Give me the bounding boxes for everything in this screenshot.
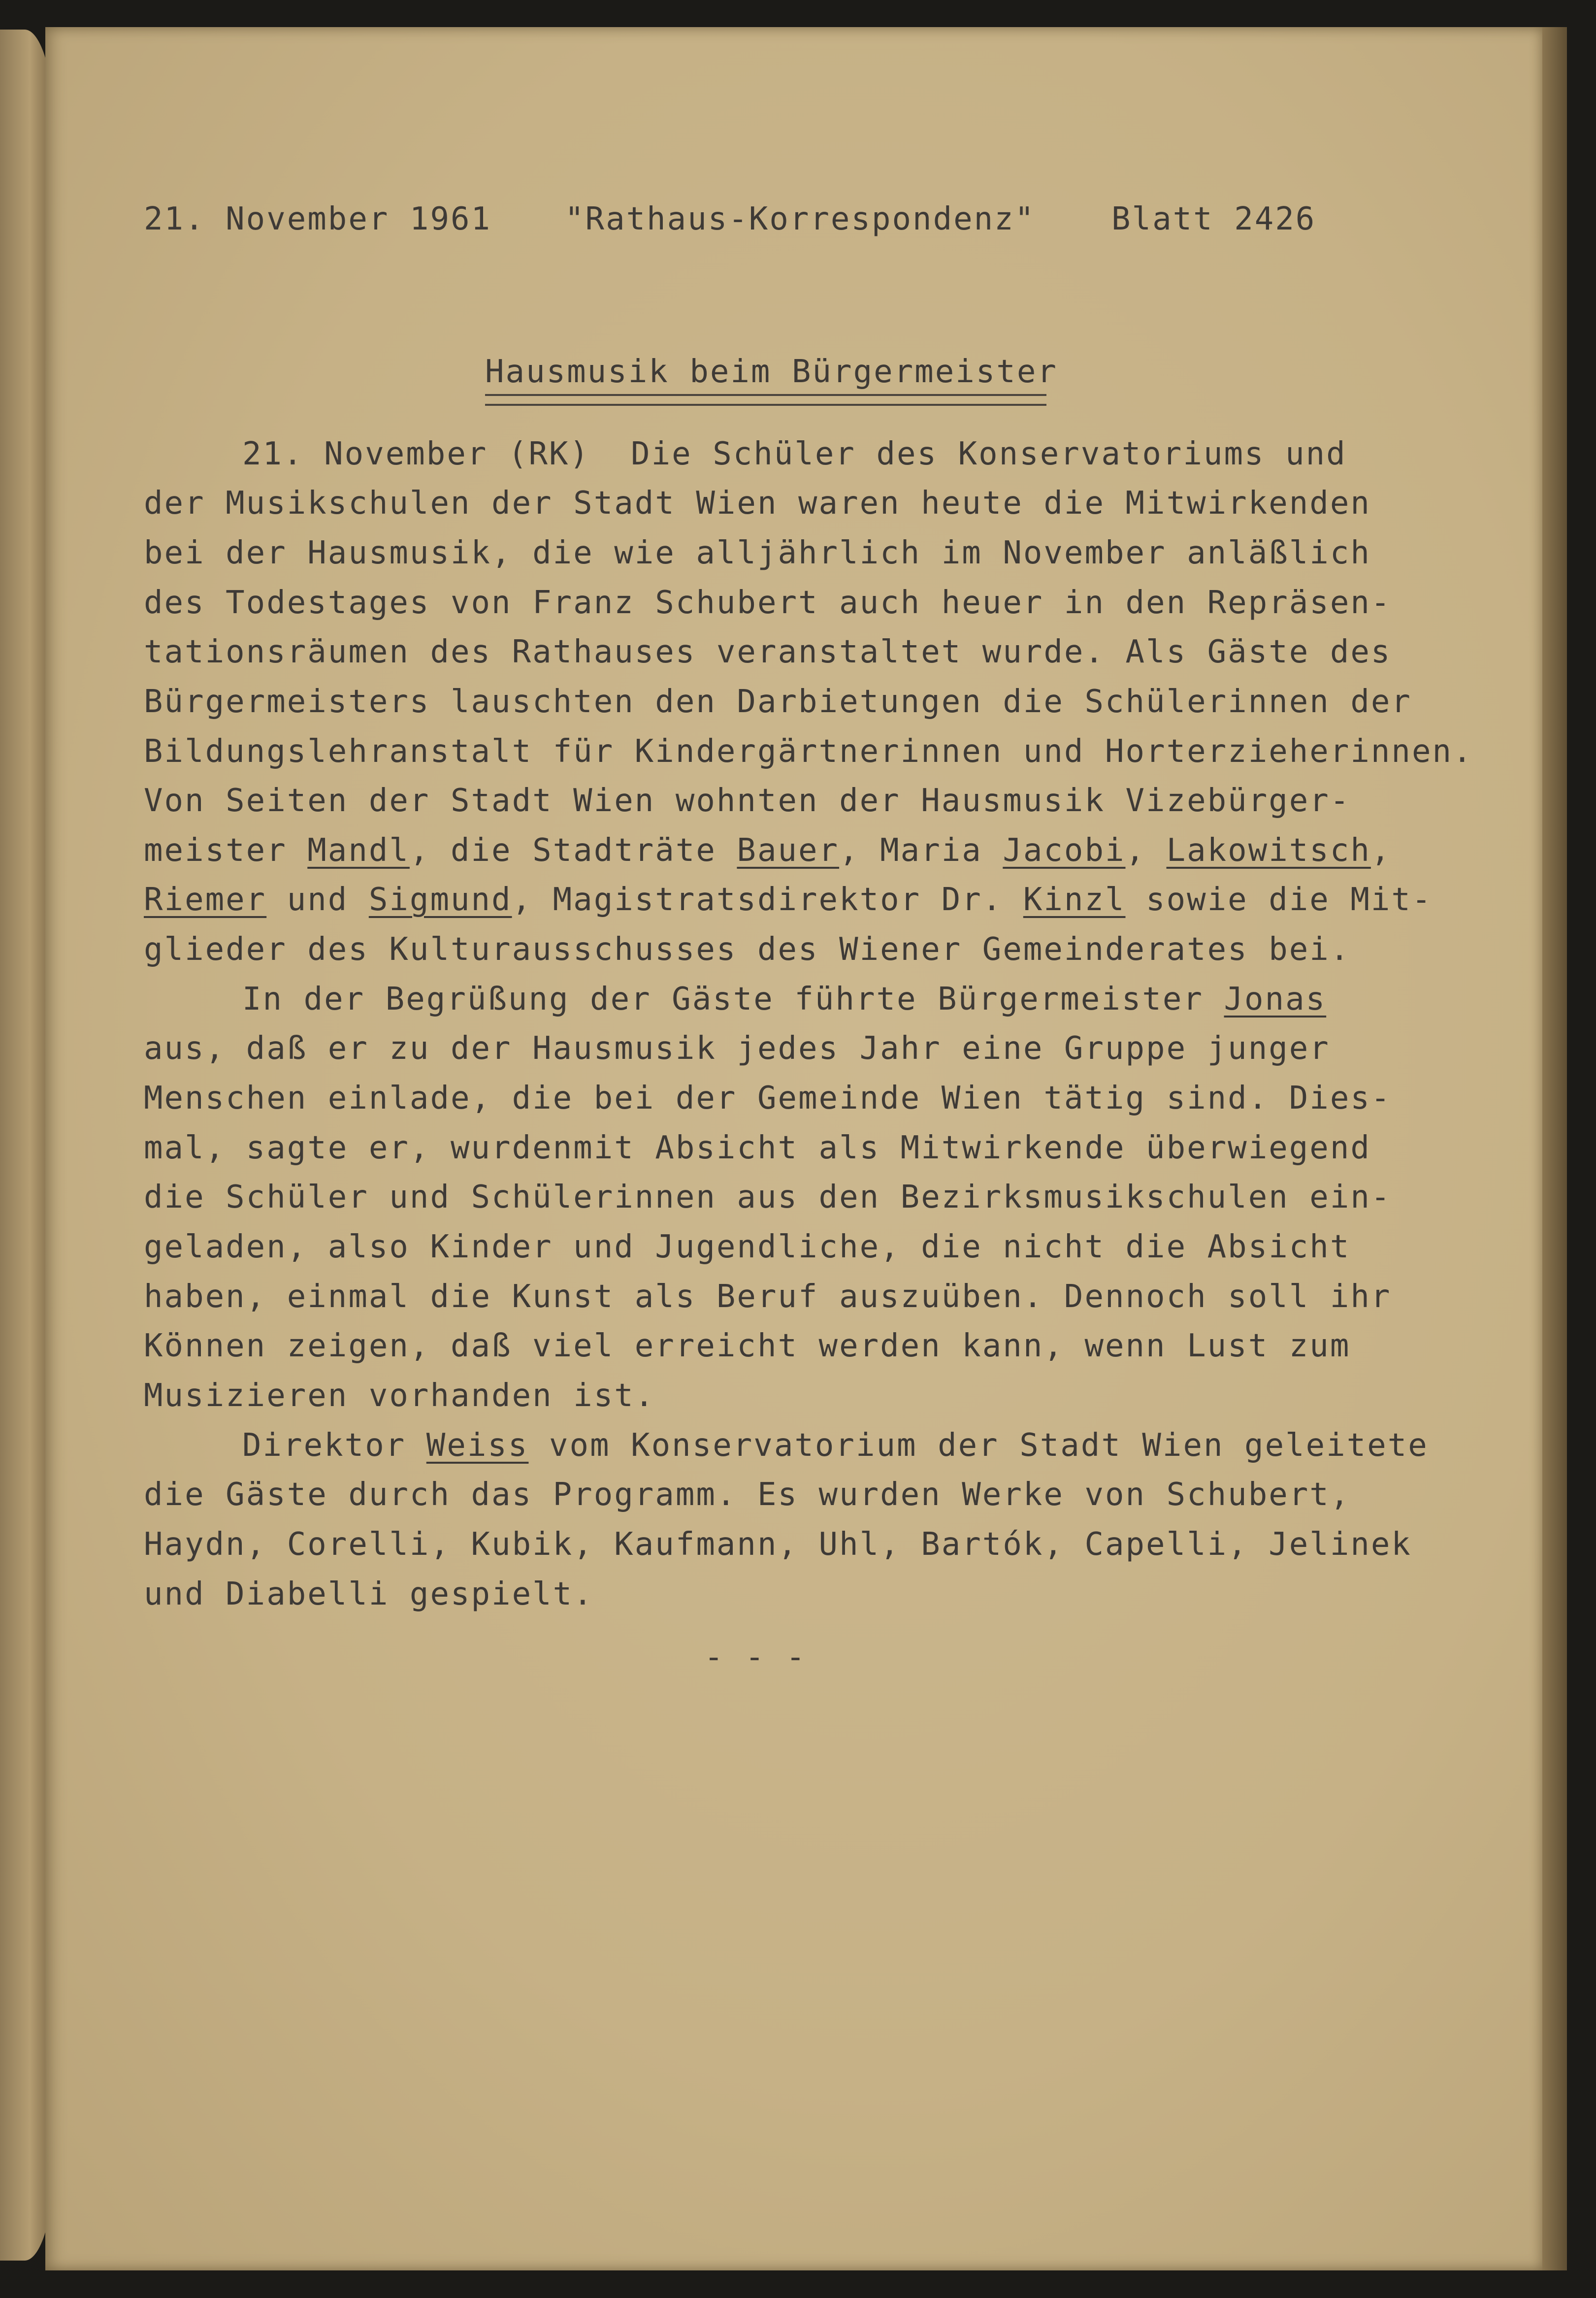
text-line (144, 882, 1432, 918)
text-line: Menschen einlade, die bei der Gemeinde Wien tätig sind. Dies- (144, 1080, 1392, 1116)
text-line: mal, sagte er, wurdenmit Absicht als Mitwirkende überwiegend (144, 1130, 1371, 1166)
underlined-name: Weiss (426, 1427, 529, 1464)
text-line: des Todestages von Franz Schubert auch heuer in den Repräsen- (144, 585, 1392, 621)
end-of-article-mark: - - - (704, 1639, 807, 1675)
text-line: Musizieren vorhanden ist. (144, 1378, 655, 1414)
text-line (242, 981, 1326, 1018)
text-line: aus, daß er zu der Hausmusik jedes Jahr eine Gruppe junger (144, 1030, 1330, 1067)
text-line: die Schüler und Schülerinnen aus den Bezirksmusikschulen ein- (144, 1179, 1392, 1215)
text-fragment: , die Stadträte (409, 832, 737, 869)
text-fragment: vom Konservatorium der Stadt Wien geleitete (528, 1427, 1429, 1464)
text-line: der Musikschulen der Stadt Wien waren heute die Mitwirkenden (144, 485, 1371, 522)
text-line (144, 832, 1391, 869)
text-line (242, 1427, 1429, 1464)
text-line: die Gäste durch das Programm. Es wurden Werke von Schubert, (144, 1477, 1351, 1513)
text-line: tationsräumen des Rathauses veranstaltet wurde. Als Gäste des (144, 634, 1392, 670)
text-line: haben, einmal die Kunst als Beruf auszuüben. Dennoch soll ihr (144, 1279, 1392, 1315)
right-page-edge (1542, 27, 1567, 2270)
header-date: 21. November 1961 (144, 201, 492, 237)
text-fragment: meister (144, 832, 308, 869)
title-double-underline (485, 394, 1046, 406)
text-line: Bürgermeisters lauschten den Darbietungen die Schülerinnen der (144, 684, 1412, 720)
text-fragment: , (1125, 832, 1167, 869)
underlined-name: Sigmund (368, 882, 512, 918)
text-line: Von Seiten der Stadt Wien wohnten der Hausmusik Vizebürger- (144, 783, 1351, 819)
header-publication: "Rathaus-Korrespondenz" (565, 201, 1036, 237)
page-header (144, 201, 1316, 237)
text-line: Bildungslehranstalt für Kindergärtnerinnen und Horterzieherinnen. (144, 733, 1473, 770)
text-fragment: , Maria (839, 832, 1003, 869)
text-line: Haydn, Corelli, Kubik, Kaufmann, Uhl, Bartók, Capelli, Jelinek (144, 1526, 1412, 1563)
article-title: Hausmusik beim Bürgermeister (485, 354, 1058, 390)
text-fragment: und (266, 882, 369, 918)
text-line: bei der Hausmusik, die wie alljährlich im November anläßlich (144, 535, 1371, 571)
header-sheet-number: Blatt 2426 (1111, 201, 1316, 237)
underlined-name: Kinzl (1023, 882, 1126, 918)
underlined-name: Lakowitsch (1166, 832, 1371, 869)
text-fragment: sowie die Mit- (1125, 882, 1433, 918)
text-line: 21. November (RK) Die Schüler des Konservatoriums und (242, 436, 1347, 472)
underlined-name: Jacobi (1003, 832, 1126, 869)
underlined-name: Bauer (737, 832, 840, 869)
text-line: und Diabelli gespielt. (144, 1576, 594, 1612)
underlined-name: Jonas (1224, 981, 1327, 1018)
text-fragment: In der Begrüßung der Gäste führte Bürgermeister (242, 981, 1224, 1018)
text-fragment: Direktor (242, 1427, 426, 1464)
text-fragment: , (1370, 832, 1392, 869)
text-line: glieder des Kulturausschusses des Wiener Gemeinderates bei. (144, 931, 1351, 968)
text-line: Können zeigen, daß viel erreicht werden kann, wenn Lust zum (144, 1328, 1351, 1364)
text-line: geladen, also Kinder und Jugendliche, die nicht die Absicht (144, 1229, 1351, 1265)
text-fragment: , Magistratsdirektor Dr. (512, 882, 1023, 918)
underlined-name: Riemer (144, 882, 267, 918)
underlined-name: Mandl (307, 832, 410, 869)
